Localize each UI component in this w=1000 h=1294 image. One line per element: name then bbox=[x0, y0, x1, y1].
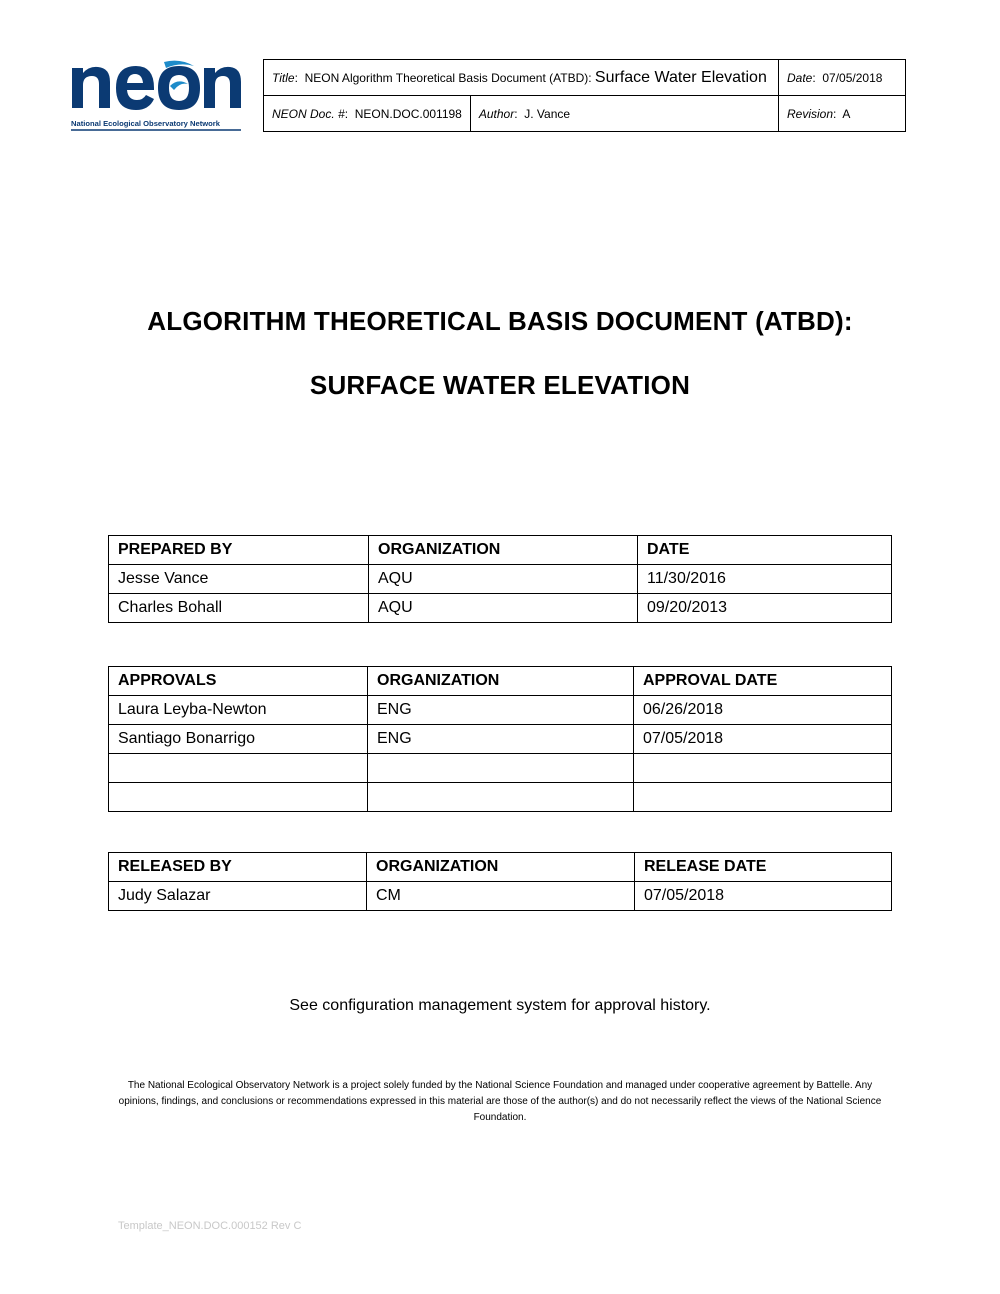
table-row bbox=[109, 696, 892, 725]
table-cell: Laura Leyba-Newton bbox=[109, 696, 368, 725]
table-cell bbox=[368, 754, 634, 783]
table-header-row bbox=[109, 853, 892, 882]
funding-disclaimer: The National Ecological Observatory Network is a project solely funded by the National Science Foundation and managed under cooperative agreement by Battelle. Any opinions, findings, and conclusions or recommendations expressed in this material are those of the author(s) and do not necessarily reflect the views of the National Science Foundation. bbox=[118, 1080, 882, 1123]
column-header: ORGANIZATION bbox=[367, 853, 635, 882]
title-label: Title bbox=[272, 70, 295, 85]
header-doc-cell: NEON Doc. #: NEON.DOC.001198 bbox=[264, 96, 471, 132]
table-cell: ENG bbox=[368, 725, 634, 754]
table-cell bbox=[109, 783, 368, 812]
author-label: Author bbox=[478, 106, 515, 121]
table-cell: Santiago Bonarrigo bbox=[109, 725, 368, 754]
column-header: PREPARED BY bbox=[109, 536, 369, 565]
table-cell: 09/20/2013 bbox=[638, 594, 892, 623]
config-note: See configuration management system for approval history. bbox=[289, 997, 711, 1014]
header-revision-cell: Revision: A bbox=[779, 96, 906, 132]
header-author-cell: Author: J. Vance bbox=[470, 96, 778, 132]
header-title-cell: Title: NEON Algorithm Theoretical Basis Document (ATBD): Surface Water Elevation bbox=[264, 60, 779, 96]
table-cell: AQU bbox=[369, 565, 638, 594]
table-cell: CM bbox=[367, 882, 635, 911]
table-cell: ENG bbox=[368, 696, 634, 725]
neon-logo-icon bbox=[70, 60, 242, 132]
doc-value: NEON.DOC.001198 bbox=[354, 106, 462, 121]
table-cell: 07/05/2018 bbox=[635, 882, 892, 911]
column-header: ORGANIZATION bbox=[368, 667, 634, 696]
table-cell: AQU bbox=[369, 594, 638, 623]
column-header: RELEASE DATE bbox=[635, 853, 892, 882]
table-cell: 06/26/2018 bbox=[634, 696, 892, 725]
table-header-row bbox=[109, 536, 892, 565]
document-title-line2: SURFACE WATER ELEVATION bbox=[309, 370, 691, 400]
table-row bbox=[109, 594, 892, 623]
table-cell bbox=[634, 783, 892, 812]
header-date-cell: Date: 07/05/2018 bbox=[779, 60, 906, 96]
neon-logo bbox=[70, 60, 242, 132]
table-cell bbox=[634, 754, 892, 783]
table-cell: Judy Salazar bbox=[109, 882, 367, 911]
title-value-big: Surface Water Elevation bbox=[594, 68, 767, 86]
document-header bbox=[263, 59, 906, 132]
table-cell: 11/30/2016 bbox=[638, 565, 892, 594]
table-row bbox=[109, 783, 892, 812]
revision-label: Revision bbox=[787, 106, 834, 121]
prepared-by-table bbox=[108, 535, 892, 623]
table-cell: Charles Bohall bbox=[109, 594, 369, 623]
date-label: Date bbox=[787, 70, 813, 85]
column-header: RELEASED BY bbox=[109, 853, 367, 882]
column-header: APPROVAL DATE bbox=[634, 667, 892, 696]
title-value-small: NEON Algorithm Theoretical Basis Document (ATBD): bbox=[304, 70, 592, 85]
approvals-table bbox=[108, 666, 892, 812]
document-title-line1: ALGORITHM THEORETICAL BASIS DOCUMENT (ATBD): bbox=[147, 306, 853, 336]
column-header: ORGANIZATION bbox=[369, 536, 638, 565]
table-row bbox=[109, 754, 892, 783]
table-cell bbox=[368, 783, 634, 812]
table-header-row bbox=[109, 667, 892, 696]
doc-label: NEON Doc. # bbox=[272, 106, 345, 121]
table-cell: 07/05/2018 bbox=[634, 725, 892, 754]
column-header: DATE bbox=[638, 536, 892, 565]
table-cell: Jesse Vance bbox=[109, 565, 369, 594]
table-row bbox=[109, 725, 892, 754]
svg-text:National Ecological Observator: National Ecological Observatory Network bbox=[71, 119, 220, 128]
column-header: APPROVALS bbox=[109, 667, 368, 696]
template-id: Template_NEON.DOC.000152 Rev C bbox=[118, 1220, 302, 1232]
author-value: J. Vance bbox=[524, 106, 571, 121]
revision-value: A bbox=[842, 106, 851, 121]
date-value: 07/05/2018 bbox=[822, 70, 883, 85]
table-row bbox=[109, 565, 892, 594]
table-row bbox=[109, 882, 892, 911]
table-cell bbox=[109, 754, 368, 783]
released-by-table bbox=[108, 852, 892, 911]
